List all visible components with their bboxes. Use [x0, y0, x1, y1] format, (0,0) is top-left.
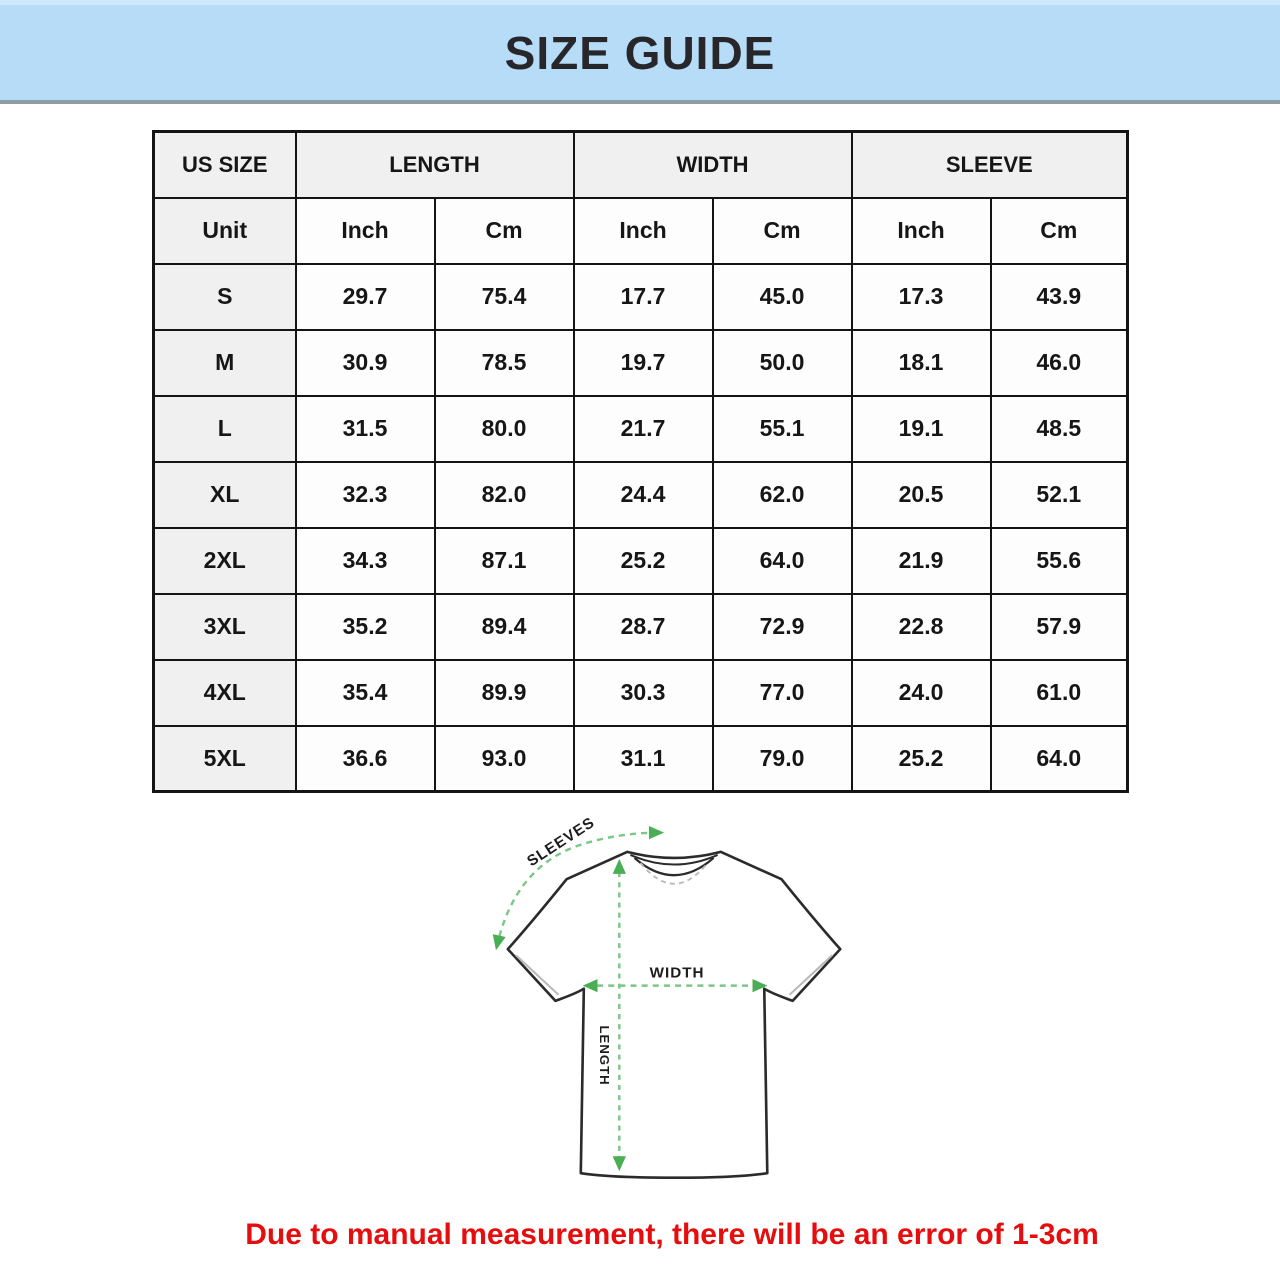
- measurement-cell: 48.5: [991, 396, 1128, 462]
- measurement-cell: 64.0: [991, 726, 1128, 792]
- measurement-cell: 28.7: [574, 594, 713, 660]
- size-label-cell: 5XL: [154, 726, 296, 792]
- unit-cell: Cm: [713, 198, 852, 264]
- unit-cell: Inch: [852, 198, 991, 264]
- measurement-cell: 45.0: [713, 264, 852, 330]
- measurement-cell: 19.7: [574, 330, 713, 396]
- unit-cell: Inch: [574, 198, 713, 264]
- size-label-cell: 3XL: [154, 594, 296, 660]
- table-row: [154, 330, 1128, 396]
- measurement-cell: 55.1: [713, 396, 852, 462]
- measurement-cell: 35.4: [296, 660, 435, 726]
- size-label-cell: S: [154, 264, 296, 330]
- length-label: LENGTH: [597, 1025, 613, 1086]
- size-label-cell: XL: [154, 462, 296, 528]
- width-label: WIDTH: [649, 964, 705, 982]
- column-header-width: WIDTH: [574, 132, 852, 198]
- measurement-cell: 25.2: [574, 528, 713, 594]
- measurement-cell: 29.7: [296, 264, 435, 330]
- measurement-cell: 57.9: [991, 594, 1128, 660]
- table-row: [154, 462, 1128, 528]
- measurement-cell: 64.0: [713, 528, 852, 594]
- table-row: [154, 396, 1128, 462]
- measurement-cell: 35.2: [296, 594, 435, 660]
- column-header-sleeve: SLEEVE: [852, 132, 1128, 198]
- measurement-cell: 20.5: [852, 462, 991, 528]
- measurement-cell: 87.1: [435, 528, 574, 594]
- measurement-cell: 30.9: [296, 330, 435, 396]
- tshirt-measurement-diagram: [448, 798, 894, 1226]
- measurement-cell: 43.9: [991, 264, 1128, 330]
- measurement-cell: 36.6: [296, 726, 435, 792]
- size-label-cell: 4XL: [154, 660, 296, 726]
- measurement-cell: 34.3: [296, 528, 435, 594]
- measurement-cell: 25.2: [852, 726, 991, 792]
- measurement-cell: 93.0: [435, 726, 574, 792]
- measurement-cell: 61.0: [991, 660, 1128, 726]
- measurement-cell: 24.4: [574, 462, 713, 528]
- unit-cell: Cm: [991, 198, 1128, 264]
- column-header-length: LENGTH: [296, 132, 574, 198]
- measurement-cell: 19.1: [852, 396, 991, 462]
- measurement-cell: 62.0: [713, 462, 852, 528]
- measurement-disclaimer: Due to manual measurement, there will be an error of 1-3cm: [245, 1218, 1099, 1251]
- measurement-cell: 72.9: [713, 594, 852, 660]
- table-header-row: [154, 132, 1128, 198]
- table-row: [154, 726, 1128, 792]
- table-row: [154, 264, 1128, 330]
- unit-label-cell: Unit: [154, 198, 296, 264]
- measurement-cell: 17.3: [852, 264, 991, 330]
- table-row: [154, 660, 1128, 726]
- measurement-cell: 21.7: [574, 396, 713, 462]
- measurement-cell: 50.0: [713, 330, 852, 396]
- table-row: [154, 594, 1128, 660]
- measurement-cell: 52.1: [991, 462, 1128, 528]
- measurement-cell: 89.9: [435, 660, 574, 726]
- measurement-cell: 31.1: [574, 726, 713, 792]
- size-label-cell: 2XL: [154, 528, 296, 594]
- size-table-body: [154, 264, 1128, 792]
- tshirt-diagram-svg: [448, 798, 894, 1226]
- table-unit-row: [154, 198, 1128, 264]
- measurement-cell: 24.0: [852, 660, 991, 726]
- measurement-cell: 32.3: [296, 462, 435, 528]
- measurement-cell: 46.0: [991, 330, 1128, 396]
- tshirt-outline: [508, 852, 840, 1178]
- measurement-cell: 82.0: [435, 462, 574, 528]
- measurement-cell: 17.7: [574, 264, 713, 330]
- size-chart-table: [152, 130, 1129, 793]
- measurement-cell: 75.4: [435, 264, 574, 330]
- unit-cell: Cm: [435, 198, 574, 264]
- header-banner: [0, 0, 1280, 104]
- measurement-cell: 21.9: [852, 528, 991, 594]
- column-header-us-size: US SIZE: [154, 132, 296, 198]
- size-label-cell: M: [154, 330, 296, 396]
- size-label-cell: L: [154, 396, 296, 462]
- measurement-cell: 78.5: [435, 330, 574, 396]
- measurement-cell: 80.0: [435, 396, 574, 462]
- measurement-cell: 55.6: [991, 528, 1128, 594]
- measurement-cell: 79.0: [713, 726, 852, 792]
- measurement-cell: 89.4: [435, 594, 574, 660]
- page-title: SIZE GUIDE: [504, 26, 776, 79]
- measurement-cell: 31.5: [296, 396, 435, 462]
- sleeves-label: SLEEVES: [524, 813, 599, 871]
- measurement-cell: 22.8: [852, 594, 991, 660]
- measurement-cell: 18.1: [852, 330, 991, 396]
- unit-cell: Inch: [296, 198, 435, 264]
- measurement-cell: 77.0: [713, 660, 852, 726]
- table-row: [154, 528, 1128, 594]
- measurement-cell: 30.3: [574, 660, 713, 726]
